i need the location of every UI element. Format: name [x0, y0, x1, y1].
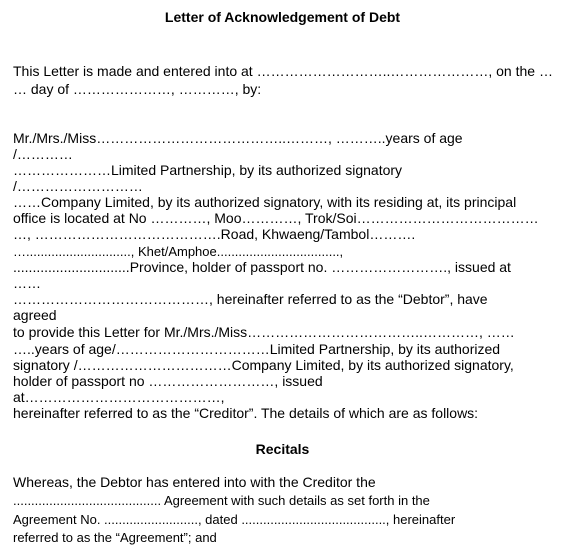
party-line-15: signatory /……………………………Company Limited, by its authorized signatory, [13, 357, 514, 373]
party-line-9: ..............................Province, holder of passport no. ……………………., issued at [13, 259, 511, 275]
recitals-line-2: ......................................... Agreement with such details as set forth in the [13, 493, 430, 508]
document-title: Letter of Acknowledgement of Debt [164, 9, 401, 25]
party-line-10: …… [13, 275, 41, 291]
party-line-16: holder of passport no ………………………, issued [13, 373, 323, 389]
recitals-line-3: Agreement No. .........................., dated ........................................, hereinafter [13, 512, 456, 527]
recitals-title: Recitals [255, 441, 310, 457]
party-line-18: hereinafter referred to as the “Creditor”. The details of which are as follows: [13, 405, 479, 421]
party-line-3: …………………Limited Partnership, by its authorized signatory [13, 162, 403, 178]
recitals-line-4: referred to as the “Agreement”; and [13, 530, 217, 545]
party-line-5: ……Company Limited, by its authorized signatory, with its residing at, its principal [13, 194, 517, 210]
intro-line-2: … day of …………………, …………, by: [13, 81, 262, 97]
party-line-2: /………… [13, 146, 73, 162]
party-line-11: ……………………………………, hereinafter referred to as the “Debtor”, have [13, 291, 488, 307]
party-line-1: Mr./Mrs./Miss…………………………………..………, ………..years of age [13, 130, 463, 146]
party-line-7: …, ………………………………….Road, Khwaeng/Tambol………. [13, 226, 416, 242]
party-line-17: at……………………………………, [13, 389, 225, 405]
party-line-8: …............................., Khet/Amphoe.................................., [13, 244, 344, 259]
party-line-4: /……………………… [13, 178, 143, 194]
party-line-12: agreed [13, 307, 57, 323]
party-line-13: to provide this Letter for Mr./Mrs./Miss………………………………..…………, …… [13, 324, 515, 340]
intro-line-1: This Letter is made and entered into at ………………………..…………………, on the … [13, 63, 553, 79]
party-line-6: office is located at No …………, Moo…………, Trok/Soi………………………………… [13, 210, 539, 226]
recitals-line-1: Whereas, the Debtor has entered into with the Creditor the [13, 474, 376, 490]
party-line-14: …..years of age/……………………………Limited Partnership, by its authorized [13, 341, 501, 357]
